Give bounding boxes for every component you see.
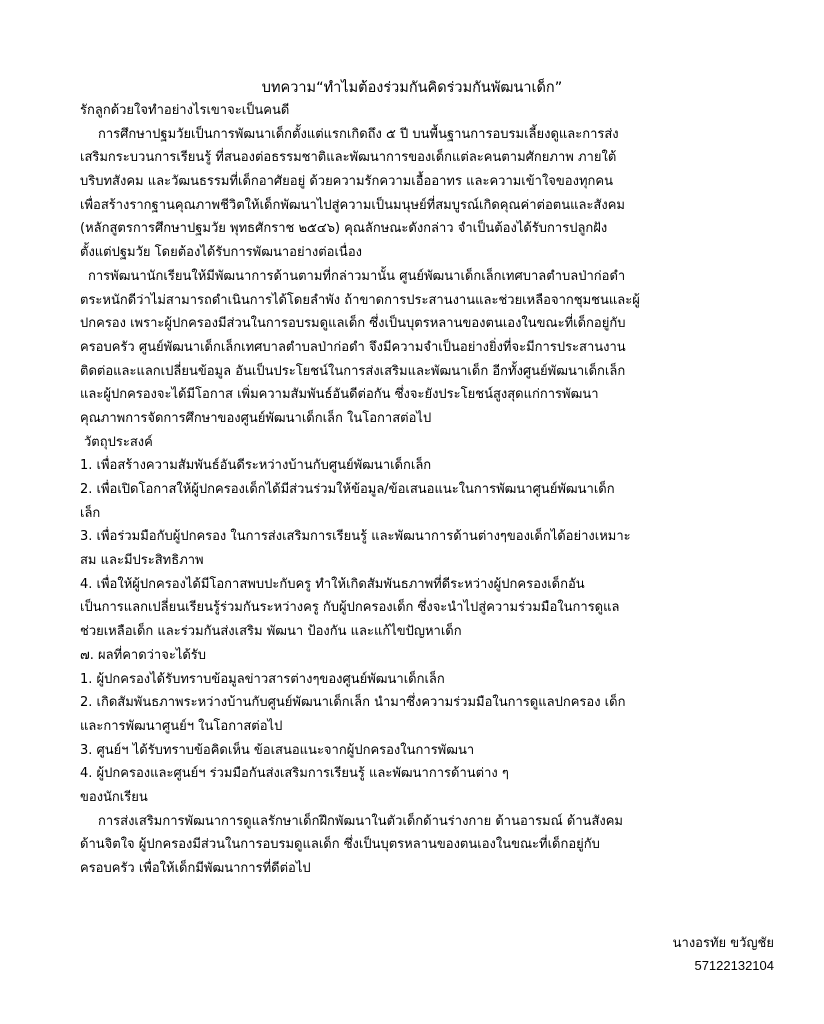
list-item: ช่วยเหลือเด็ก และร่วมกันส่งเสริม พัฒนา ป้องกัน และแก้ไขปัญหาเด็ก xyxy=(80,624,462,640)
list-item: 3. เพื่อร่วมมือกับผู้ปกครอง ในการส่งเสริมการเรียนรู้ และพัฒนาการด้านต่างๆของเด็กได้อย่างเหมาะ xyxy=(80,529,631,545)
list-item: 1. เพื่อสร้างความสัมพันธ์อันดีระหว่างบ้านกับศูนย์พัฒนาเด็กเล็ก xyxy=(80,458,432,474)
paragraph-line: คุณภาพการจัดการศึกษาของศูนย์พัฒนาเด็กเล็ก ในโอกาสต่อไป xyxy=(80,410,432,426)
paragraph-line: ครอบครัว เพื่อให้เด็กมีพัฒนาการที่ดีต่อไป xyxy=(80,861,311,876)
paragraph-line: ตั้งแต่ปฐมวัย โดยต้องได้รับการพัฒนาอย่างต่อเนื่อง xyxy=(80,245,362,261)
list-item: 4. ผู้ปกครองและศูนย์ฯ ร่วมมือกันส่งเสริมการเรียนรู้ และพัฒนาการด้านต่าง ๆ xyxy=(80,766,509,782)
paragraph-line: ติดต่อและแลกเปลี่ยนข้อมูล อันเป็นประโยชน์ในการส่งเสริมและพัฒนาเด็ก อีกทั้งศูนย์พัฒนาเด็กเล็ก xyxy=(80,363,626,379)
objectives-list xyxy=(80,454,780,644)
paragraph-intro xyxy=(80,123,780,265)
list-item: สม และมีประสิทธิภาพ xyxy=(80,553,204,569)
document-body xyxy=(80,99,780,881)
list-item: 2. เกิดสัมพันธภาพระหว่างบ้านกับศูนย์พัฒนาเด็กเล็ก นำมาซึ่งความร่วมมือในการดูแลปกครอง เด็ก xyxy=(80,695,626,711)
paragraph-line: ครอบครัว ศูนย์พัฒนาเด็กเล็กเทศบาลตำบลป่าก่อดำ จึงมีความจำเป็นอย่างยิ่งที่จะมีการประสานงาน xyxy=(80,339,626,355)
student-id: 57122132104 xyxy=(694,958,774,973)
paragraph-line: ปกครอง เพราะผู้ปกครองมีส่วนในการอบรมดูแลเด็ก ซึ่งเป็นบุตรหลานของตนเองในขณะที่เด็กอยู่กับ xyxy=(80,316,626,332)
paragraph-development xyxy=(80,265,780,431)
paragraph-line: การพัฒนานักเรียนให้มีพัฒนาการด้านตามที่กล่าวมานั้น ศูนย์พัฒนาเด็กเล็กเทศบาลตำบลป่าก่อดำ xyxy=(88,268,626,284)
author-name: นางอรทัย ขวัญชัย xyxy=(672,936,774,951)
list-item: เล็ก xyxy=(80,505,101,521)
list-item: 2. เพื่อเปิดโอกาสให้ผู้ปกครองเด็กได้มีส่วนร่วมให้ข้อมูล/ข้อเสนอแนะในการพัฒนาศูนย์พัฒนาเด็ก xyxy=(80,482,615,497)
paragraph-line: และผู้ปกครองจะได้มีโอกาส เพิ่มความสัมพันธ์อันดีต่อกัน ซึ่งจะยังประโยชน์สูงสุดแก่การพัฒนา xyxy=(80,387,599,403)
list-item: 1. ผู้ปกครองได้รับทราบข้อมูลข่าวสารต่างๆของศูนย์พัฒนาเด็กเล็ก xyxy=(80,671,445,687)
document-title: บทความ“ทำไมต้องร่วมกันคิดร่วมกันพัฒนาเด็ก” xyxy=(261,80,563,96)
paragraph-line: ตระหนักดีว่าไม่สามารถดำเนินการได้โดยลำพัง ถ้าขาดการประสานงานและช่วยเหลือจากชุมชนและผู้ xyxy=(80,292,640,308)
list-item: 3. ศูนย์ฯ ได้รับทราบข้อคิดเห็น ข้อเสนอแนะจากผู้ปกครองในการพัฒนา xyxy=(80,742,475,758)
paragraph-line: เสริมกระบวนการเรียนรู้ ที่สนองต่อธรรมชาติและพัฒนาการของเด็กแต่ละคนตามศักยภาพ ภายใต้ xyxy=(80,150,617,166)
paragraph-line: บริบทสังคม และวัฒนธรรมที่เด็กอาศัยอยู่ ด้วยความรักความเอื้ออาทร และความเข้าใจของทุกคน xyxy=(80,174,613,190)
paragraph-line: ด้านจิตใจ ผู้ปกครองมีส่วนในการอบรมดูแลเด็ก ซึ่งเป็นบุตรหลานของตนเองในขณะที่เด็กอยู่กับ xyxy=(80,837,600,853)
paragraph-line: (หลักสูตรการศึกษาปฐมวัย พุทธศักราช ๒๕๔๖) คุณลักษณะดังกล่าว จำเป็นต้องได้รับการปลูกฝัง xyxy=(80,221,608,237)
paragraph-line: เพื่อสร้างรากฐานคุณภาพชีวิตให้เด็กพัฒนาไปสู่ความเป็นมนุษย์ที่สมบูรณ์เกิดคุณค่าต่อตนและสังคม xyxy=(80,197,625,213)
results-list xyxy=(80,668,780,810)
paragraph-line: การส่งเสริมการพัฒนาการดูแลรักษาเด็กฝึกพัฒนาในตัวเด็กด้านร่างกาย ด้านอารมณ์ ด้านสังคม xyxy=(98,813,623,829)
paragraph-conclusion xyxy=(80,810,780,881)
list-item: เป็นการแลกเปลี่ยนเรียนรู้ร่วมกันระหว่างครู กับผู้ปกครองเด็ก ซึ่งจะนำไปสู่ความร่วมมือในการดูแล xyxy=(80,600,620,616)
paragraph-line: การศึกษาปฐมวัยเป็นการพัฒนาเด็กตั้งแต่แรกเกิดถึง ๕ ปี บนพื้นฐานการอบรมเลี้ยงดูและการส่ง xyxy=(98,126,619,142)
list-item: ของนักเรียน xyxy=(80,789,148,805)
list-item: 4. เพื่อให้ผู้ปกครองได้มีโอกาสพบปะกับครู ทำให้เกิดสัมพันธภาพที่ดีระหว่างผู้ปกครองเด็กอัน xyxy=(80,576,585,592)
signature-block xyxy=(673,933,774,977)
results-heading: ๗. ผลที่คาดว่าจะได้รับ xyxy=(80,647,207,663)
objectives-heading: วัตถุประสงค์ xyxy=(84,434,153,450)
document-subtitle: รักลูกด้วยใจทำอย่างไรเขาจะเป็นคนดี xyxy=(80,103,290,118)
list-item: และการพัฒนาศูนย์ฯ ในโอกาสต่อไป xyxy=(80,718,283,734)
